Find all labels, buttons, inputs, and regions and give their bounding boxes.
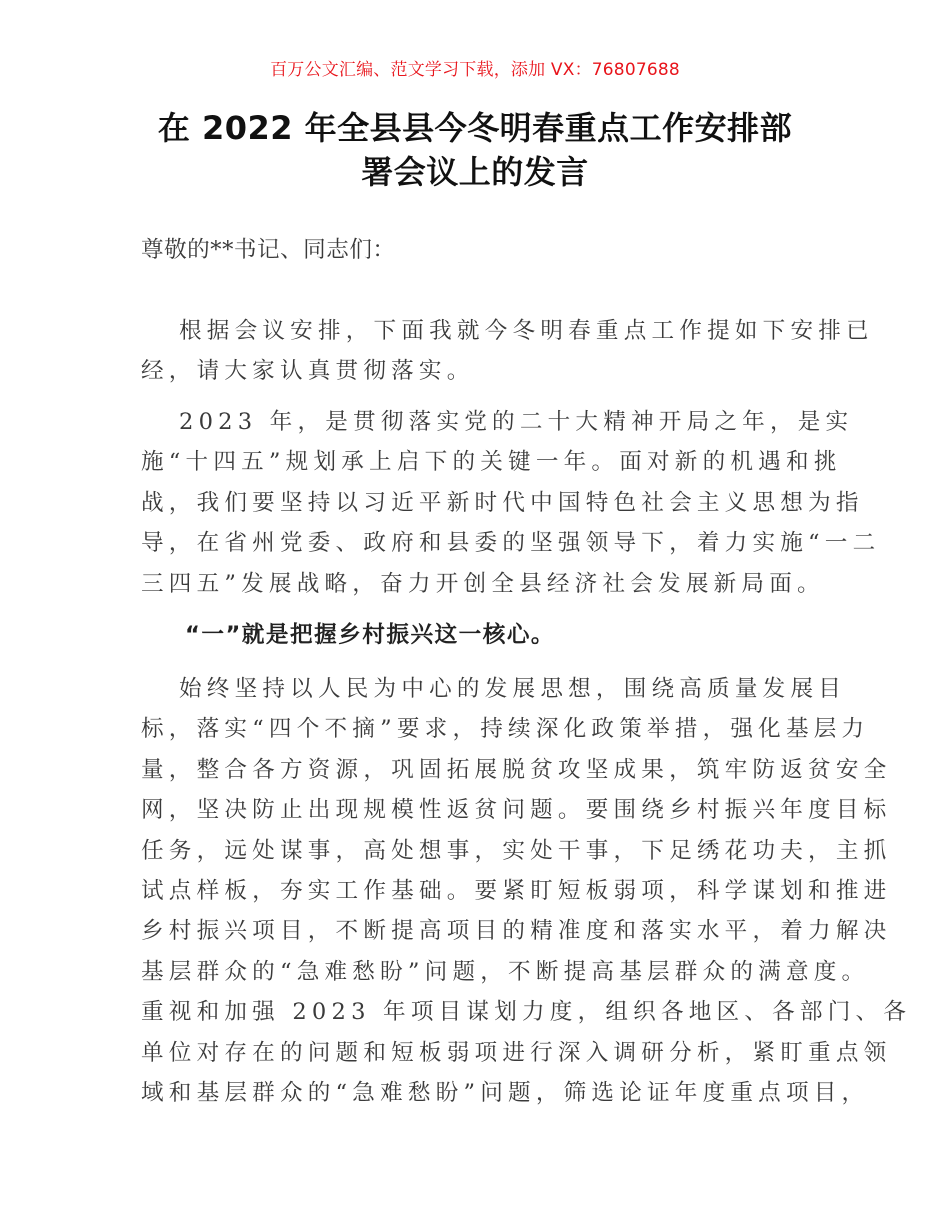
paragraph-line: 量，整合各方资源，巩固拓展脱贫攻坚成果，筑牢防返贫安全 xyxy=(141,756,892,783)
paragraph-line: 重视和加强 2023 年项目谋划力度，组织各地区、各部门、各 xyxy=(141,999,912,1026)
watermark-banner: 百万公文汇编、范文学习下载，添加 VX：76807688 xyxy=(270,60,680,80)
paragraph-line: 网，坚决防止出现规模性返贫问题。要围绕乡村振兴年度目标 xyxy=(141,797,892,824)
paragraph-line: 导，在省州党委、政府和县委的坚强领导下，着力实施“一二 xyxy=(141,530,881,557)
paragraph-line: 基层群众的“急难愁盼”问题，不断提高基层群众的满意度。 xyxy=(141,958,870,985)
title-line-1: 在 2022 年全县县今冬明春重点工作安排部 xyxy=(157,109,793,147)
paragraph-line: 施“十四五”规划承上启下的关键一年。面对新的机遇和挑 xyxy=(141,449,842,476)
paragraph-line: 根据会议安排，下面我就今冬明春重点工作提如下安排已 xyxy=(179,318,874,344)
salutation: 尊敬的**书记、同志们： xyxy=(141,237,396,263)
paragraph-section-one xyxy=(141,669,912,1113)
paragraph-line: 2023 年，是贯彻落实党的二十大精神开局之年，是实 xyxy=(179,409,854,435)
paragraph-line: 经，请大家认真贯彻落实。 xyxy=(141,358,475,385)
paragraph-line: 单位对存在的问题和短板弱项进行深入调研分析，紧盯重点领 xyxy=(141,1039,892,1066)
title-line-2: 署会议上的发言 xyxy=(361,153,589,191)
document-title xyxy=(140,106,810,194)
paragraph-line: 域和基层群众的“急难愁盼”问题，筛选论证年度重点项目， xyxy=(141,1080,870,1107)
section-heading: “一”就是把握乡村振兴这一核心。 xyxy=(185,622,556,648)
paragraph-line: 任务，远处谋事，高处想事，实处干事，下足绣花功夫，主抓 xyxy=(141,837,892,864)
paragraph-context xyxy=(141,402,881,604)
paragraph-line: 乡村振兴项目，不断提高项目的精准度和落实水平，着力解决 xyxy=(141,918,892,945)
paragraph-line: 始终坚持以人民为中心的发展思想，围绕高质量发展目 xyxy=(179,676,847,702)
paragraph-intro xyxy=(141,311,874,392)
paragraph-line: 试点样板，夯实工作基础。要紧盯短板弱项，科学谋划和推进 xyxy=(141,878,892,905)
paragraph-line: 三四五”发展战略，奋力开创全县经济社会发展新局面。 xyxy=(141,570,825,597)
paragraph-line: 标，落实“四个不摘”要求，持续深化政策举措，强化基层力 xyxy=(141,716,870,743)
paragraph-line: 战，我们要坚持以习近平新时代中国特色社会主义思想为指 xyxy=(141,489,864,516)
